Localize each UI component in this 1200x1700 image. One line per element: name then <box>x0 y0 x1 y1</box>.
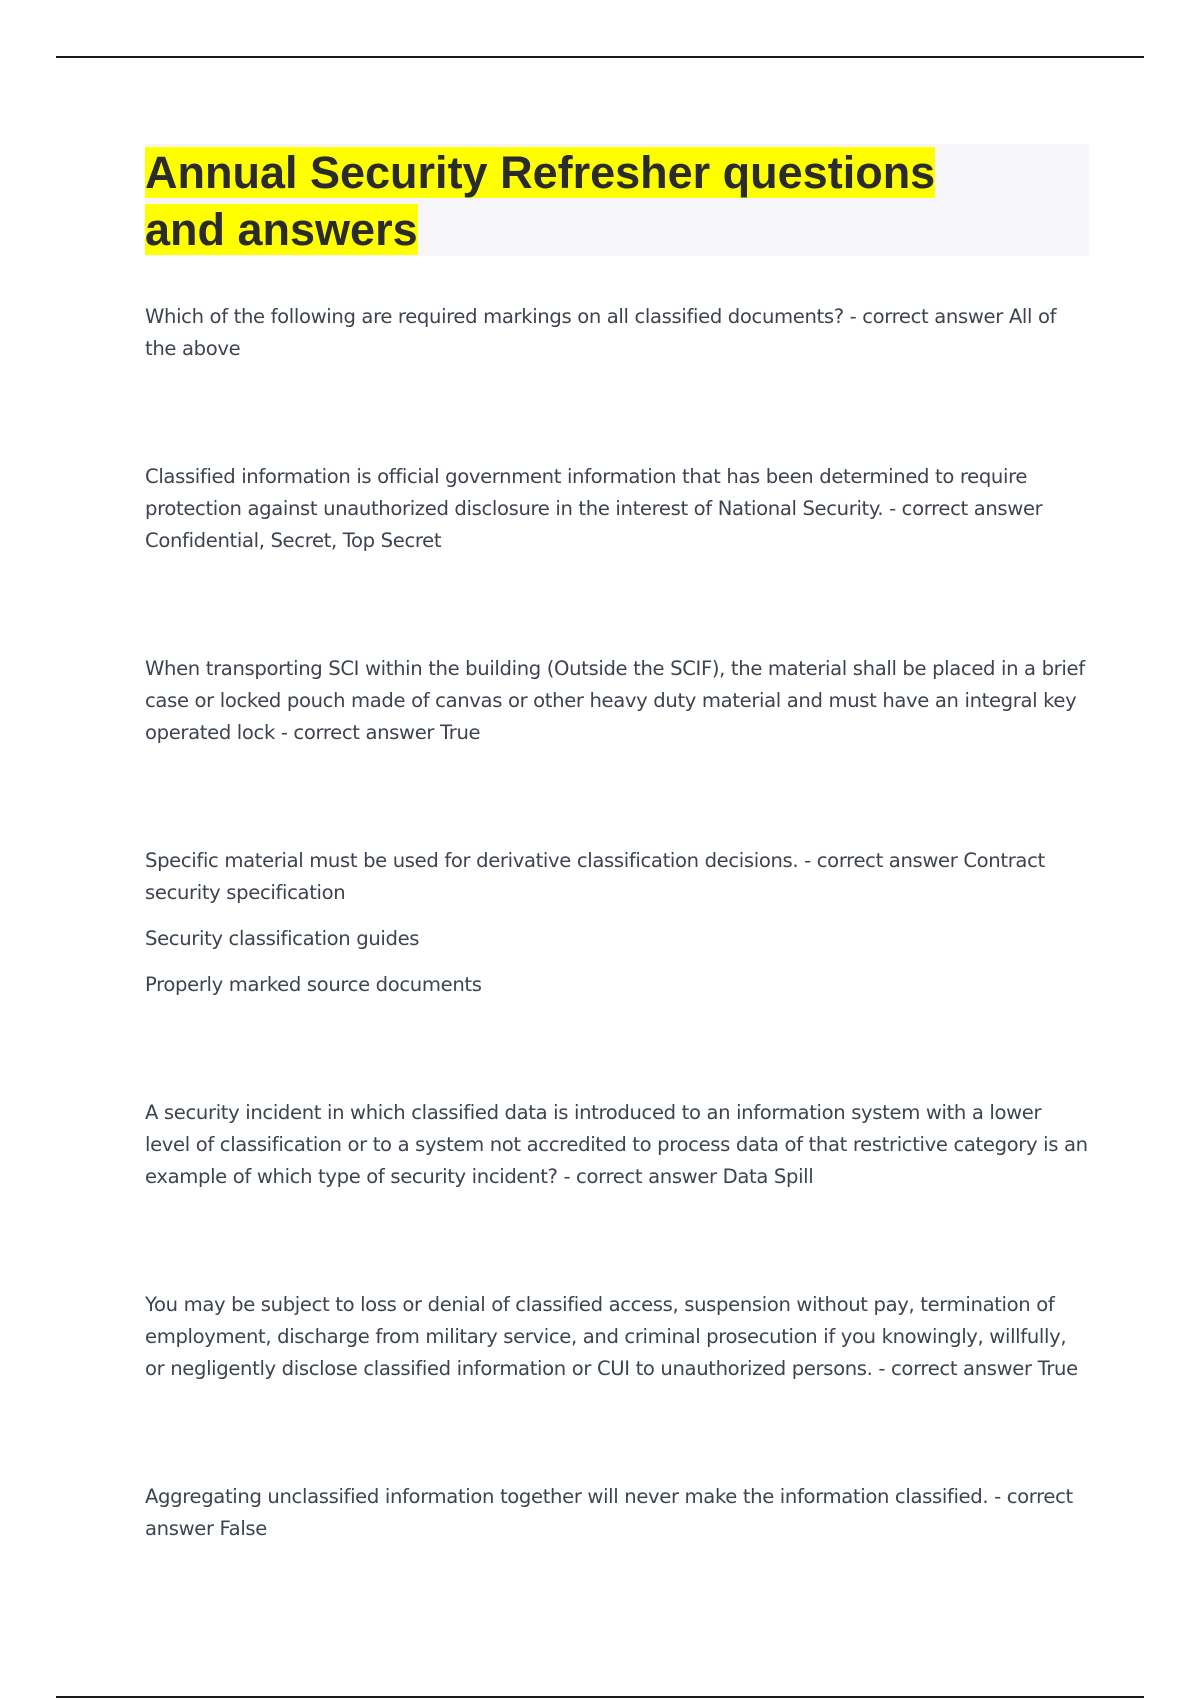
qa-text: Specific material must be used for derivative classification decisions. - correct answer Contract security specification <box>145 849 1045 904</box>
qa-text: When transporting SCI within the building (Outside the SCIF), the material shall be placed in a brief case or locked pouch made of canvas or other heavy duty material and must have an integral key operated lock - correct answer True <box>145 657 1085 744</box>
qa-text: Classified information is official government information that has been determined to require protection against unauthorized disclosure in the interest of National Security. - correct answer Confidential, Secret, Top Secret <box>145 465 1043 552</box>
footer-rule <box>56 1696 1144 1698</box>
qa-text: Aggregating unclassified information together will never make the information classified. - correct answer False <box>145 1485 1073 1540</box>
title-block <box>145 144 1089 256</box>
qa-item <box>145 1097 1090 1193</box>
qa-item <box>145 845 1090 1001</box>
qa-item <box>145 1481 1090 1545</box>
qa-item <box>145 301 1090 365</box>
qa-answer-line: Security classification guides <box>145 927 420 950</box>
qa-text: You may be subject to loss or denial of classified access, suspension without pay, termination of employment, discharge from military service, and criminal prosecution if you knowingly, willfully, or negligently disclose classified information or CUI to unauthorized persons. - correct answer True <box>145 1293 1078 1380</box>
document-title <box>145 144 1005 258</box>
qa-item <box>145 653 1090 749</box>
question-list <box>145 301 1090 1545</box>
header-rule <box>56 56 1144 58</box>
document-title-text: Annual Security Refresher questions and answers <box>145 147 936 255</box>
qa-text: A security incident in which classified data is introduced to an information system with a lower level of classification or to a system not accredited to process data of that restrictive category is an example of which type of security incident? - correct answer Data Spill <box>145 1101 1088 1188</box>
qa-item <box>145 1289 1090 1385</box>
qa-item <box>145 461 1090 557</box>
qa-answer-line: Properly marked source documents <box>145 973 482 996</box>
qa-text: Which of the following are required markings on all classified documents? - correct answer All of the above <box>145 305 1057 360</box>
